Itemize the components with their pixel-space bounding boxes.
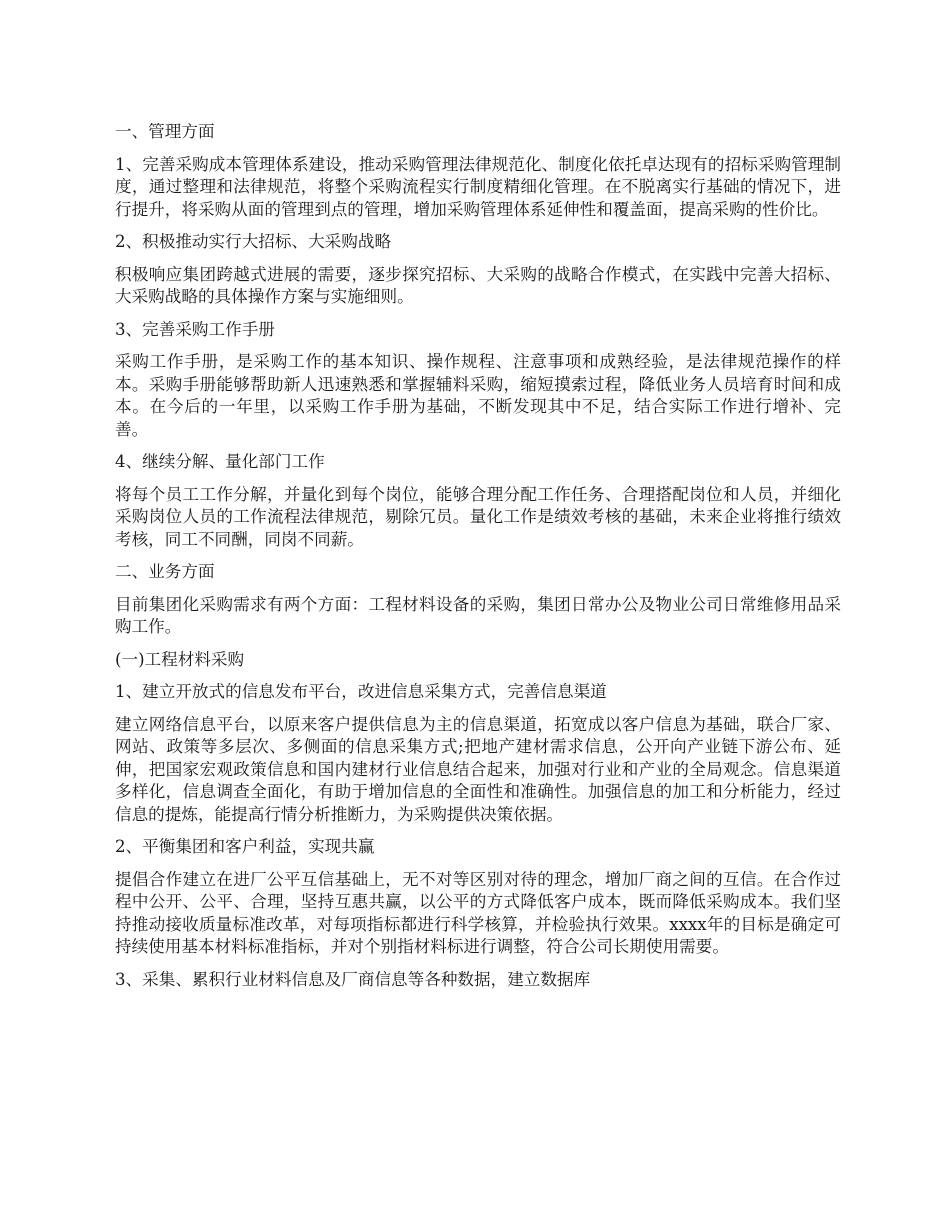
- paragraph: 建立网络信息平台，以原来客户提供信息为主的信息渠道，拓宽成以客户信息为基础，联合厂家、网站、政策等多层次、多侧面的信息采集方式;把地产建材需求信息，公开向产业链下游公布、延伸，把国家宏观政策信息和国内建材行业信息结合起来，加强对行业和产业的全局观念。信息渠道多样化，信息调查全面化，有助于增加信息的全面性和准确性。加强信息的加工和分析能力，经过信息的提炼，能提高行情分析推断力，为采购提供决策依据。: [115, 714, 841, 824]
- paragraph: 2、平衡集团和客户利益，实现共赢: [115, 837, 375, 856]
- paragraph: 采购工作手册，是采购工作的基本知识、操作规程、注意事项和成熟经验，是法律规范操作的样本。采购手册能够帮助新人迅速熟悉和掌握辅料采购，缩短摸索过程，降低业务人员培育时间和成本。在今后的一年里，以采购工作手册为基础，不断发现其中不足，结合实际工作进行增补、完善。: [115, 352, 841, 439]
- paragraph: 积极响应集团跨越式进展的需要，逐步探究招标、大采购的战略合作模式，在实践中完善大招标、大采购战略的具体操作方案与实施细则。: [115, 264, 841, 306]
- paragraph: 1、建立开放式的信息发布平台，改进信息采集方式，完善信息渠道: [115, 682, 607, 701]
- paragraph: 2、积极推动实行大招标、大采购战略: [115, 232, 392, 251]
- paragraph: 3、采集、累积行业材料信息及厂商信息等各种数据，建立数据库: [115, 969, 591, 989]
- paragraph: 1、完善采购成本管理体系建设，推动采购管理法律规范化、制度化依托卓达现有的招标采购管理制度，通过整理和法律规范，将整个采购流程实行制度精细化管理。在不脱离实行基础的情况下，进行提升，将采购从面的管理到点的管理，增加采购管理体系延伸性和覆盖面，提高采购的性价比。: [115, 154, 841, 219]
- paragraph: 目前集团化采购需求有两个方面：工程材料设备的采购，集团日常办公及物业公司日常维修用品采购工作。: [115, 594, 841, 636]
- paragraph: 3、完善采购工作手册: [115, 319, 275, 339]
- paragraph: 4、继续分解、量化部门工作: [115, 452, 325, 471]
- paragraph: 将每个员工工作分解，并量化到每个岗位，能够合理分配工作任务、合理搭配岗位和人员，并细化采购岗位人员的工作流程法律规范，剔除冗员。量化工作是绩效考核的基础，未来企业将推行绩效考核，同工不同酬，同岗不同薪。: [115, 484, 841, 549]
- section-heading-business: 二、业务方面: [115, 562, 215, 581]
- section-heading-management: 一、管理方面: [115, 122, 215, 141]
- paragraph: 提倡合作建立在进厂公平互信基础上，无不对等区别对待的理念，增加厂商之间的互信。在合作过程中公开、公平、合理，坚持互惠共赢，以公平的方式降低客户成本，既而降低采购成本。我们坚持推动接收质量标准改革，对每项指标都进行科学核算，并检验执行效果。xxxx年的目标是确定可持续使用基本材料标准指标，并对个别指材料标进行调整，符合公司长期使用需要。: [115, 869, 841, 956]
- document-body: [115, 121, 841, 1001]
- subsection-heading: (一)工程材料采购: [115, 649, 245, 669]
